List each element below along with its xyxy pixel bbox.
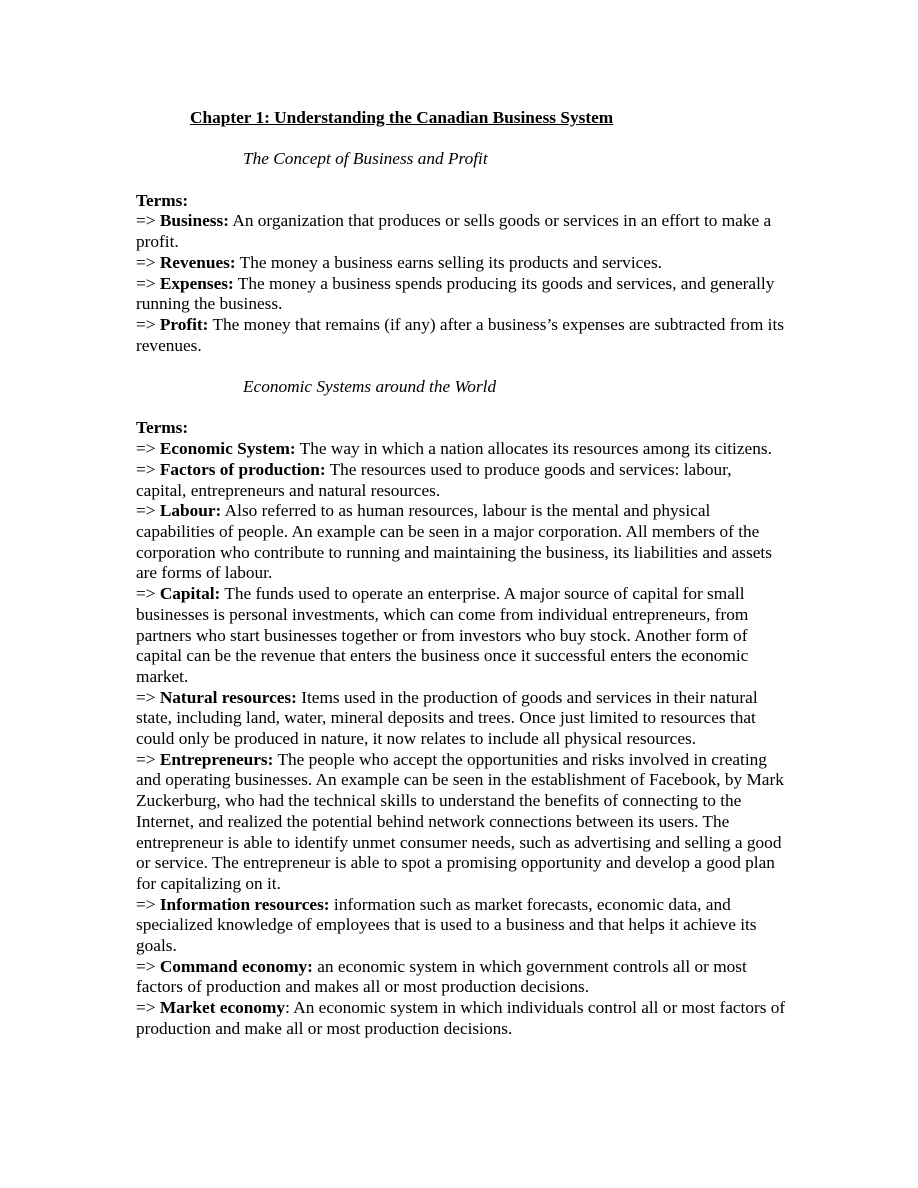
- term-definition: The money a business earns selling its products and services.: [239, 252, 663, 272]
- term-profit: [136, 315, 786, 356]
- term-name: Entrepreneurs:: [159, 749, 274, 769]
- term-name: Business:: [159, 211, 229, 231]
- term-arrow: =>: [136, 687, 160, 707]
- term-arrow: =>: [136, 252, 160, 272]
- terms-heading: Terms:: [136, 418, 189, 438]
- term-revenues: [136, 253, 786, 274]
- term-arrow: =>: [136, 273, 160, 293]
- term-command-economy: [136, 957, 786, 998]
- section-title-business-profit: The Concept of Business and Profit: [243, 149, 488, 169]
- term-arrow: =>: [136, 956, 160, 976]
- term-name: Expenses:: [159, 273, 234, 293]
- term-name: Factors of production:: [159, 459, 326, 479]
- term-definition: Also referred to as human resources, labour is the mental and physical capabilities of people. An example can be seen in a major corporation. All members of the corporation who contribute to running and maintaining the business, its liabilities and assets are forms of labour.: [136, 501, 772, 583]
- term-name: Command economy:: [159, 956, 313, 976]
- terms-heading: Terms:: [136, 190, 189, 210]
- term-separator: :: [285, 998, 294, 1018]
- term-arrow: =>: [136, 439, 160, 459]
- term-name: Natural resources:: [159, 687, 297, 707]
- term-arrow: =>: [136, 998, 160, 1018]
- term-market-economy: [136, 998, 786, 1039]
- term-entrepreneurs: [136, 750, 786, 895]
- term-arrow: =>: [136, 894, 160, 914]
- term-economic-system: [136, 439, 786, 460]
- term-name: Information resources:: [159, 894, 330, 914]
- term-definition: Items used in the production of goods and services in their natural state, including land, water, mineral deposits and trees. Once just limited to resources that could only be produced in nature, it now relates to include all physical resources.: [136, 687, 758, 749]
- term-capital: [136, 584, 786, 688]
- term-labour: [136, 501, 786, 584]
- term-name: Economic System:: [159, 439, 296, 459]
- term-definition: The money a business spends producing its goods and services, and generally running the business.: [136, 273, 775, 314]
- term-definition: information such as market forecasts, economic data, and specialized knowledge of employees that is used to a business and that helps it achieve its goals.: [136, 894, 757, 956]
- term-definition: The money that remains (if any) after a business’s expenses are subtracted from its revenues.: [136, 315, 784, 355]
- term-arrow: =>: [136, 315, 160, 334]
- term-arrow: =>: [136, 749, 160, 769]
- term-name: Revenues:: [159, 252, 236, 272]
- term-business: [136, 211, 786, 252]
- term-arrow: =>: [136, 501, 160, 521]
- term-information-resources: [136, 895, 786, 957]
- term-definition: An economic system in which individuals control all or most factors of production and make all or most production decisions.: [136, 998, 786, 1038]
- document-page: [136, 108, 786, 1040]
- term-name: Profit:: [159, 315, 209, 334]
- term-arrow: =>: [136, 459, 160, 479]
- term-name: Market economy: [159, 998, 286, 1018]
- term-definition: The resources used to produce goods and services: labour, capital, entrepreneurs and natural resources.: [136, 459, 732, 500]
- term-arrow: =>: [136, 584, 160, 604]
- term-definition: An organization that produces or sells goods or services in an effort to make a profit.: [136, 211, 772, 252]
- term-expenses: [136, 274, 786, 315]
- term-definition: The way in which a nation allocates its resources among its citizens.: [299, 439, 772, 459]
- term-definition: The people who accept the opportunities and risks involved in creating and operating businesses. An example can be seen in the establishment of Facebook, by Mark Zuckerburg, who had the technical skills to understand the benefits of connecting to the Internet, and realized the potential behind network connections between its users. The entrepreneur is able to identify unmet consumer needs, such as advertising and selling a good or service. The entrepreneur is able to spot a promising opportunity and develop a good plan for capitalizing on it.: [136, 749, 784, 893]
- term-arrow: =>: [136, 211, 160, 231]
- term-definition: an economic system in which government controls all or most factors of production and makes all or most production decisions.: [136, 956, 747, 997]
- spacer: [136, 129, 786, 150]
- term-name: Capital:: [159, 584, 221, 604]
- term-definition: The funds used to operate an enterprise. A major source of capital for small businesses is personal investments, which can come from individual entrepreneurs, from partners who start businesses together or from investors who buy stock. Another form of capital can be the revenue that enters the business once it successful enters the economic market.: [136, 584, 749, 686]
- term-name: Labour:: [159, 501, 222, 521]
- spacer: [136, 356, 786, 377]
- term-natural-resources: [136, 688, 786, 750]
- term-factors-of-production: [136, 460, 786, 501]
- spacer: [136, 170, 786, 191]
- chapter-title: Chapter 1: Understanding the Canadian Business System: [190, 108, 614, 127]
- section-title-economic-systems: Economic Systems around the World: [243, 377, 497, 397]
- spacer: [136, 398, 786, 419]
